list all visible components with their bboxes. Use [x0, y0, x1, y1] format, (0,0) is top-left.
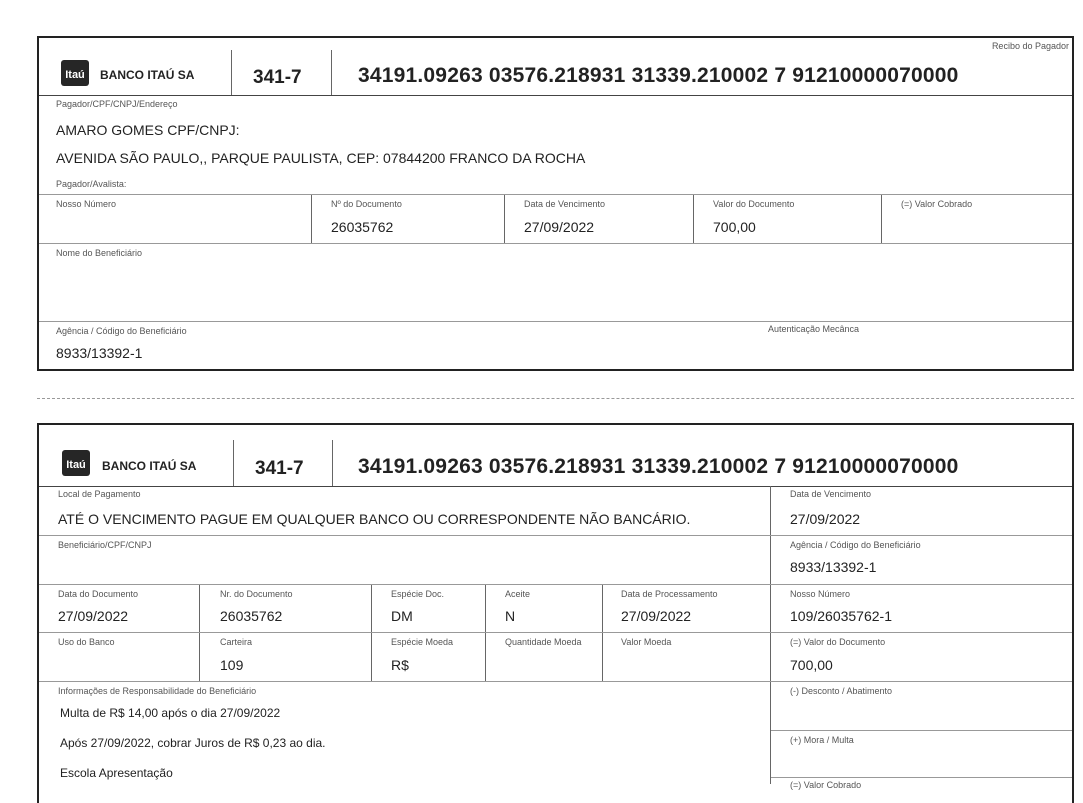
divider: [39, 95, 1072, 96]
divider: [602, 585, 603, 682]
charged-label: (=) Valor Cobrado: [790, 780, 862, 790]
doc-value: 700,00: [713, 219, 756, 235]
info-line: Escola Apresentação: [60, 766, 173, 780]
doc-number-label: Nº do Documento: [331, 199, 402, 209]
currency-value-label: Valor Moeda: [621, 637, 672, 647]
processing-date: 27/09/2022: [621, 608, 692, 624]
divider: [39, 194, 1072, 195]
divider: [693, 195, 694, 243]
divider: [39, 486, 1072, 487]
accept-label: Aceite: [505, 589, 531, 599]
payer-label: Pagador/CPF/CNPJ/Endereço: [56, 99, 178, 109]
divider: [771, 730, 1072, 731]
payer-address: AVENIDA SÃO PAULO,, PARQUE PAULISTA, CEP: 07844200 FRANCO DA ROCHA: [56, 150, 586, 166]
info-line: Após 27/09/2022, cobrar Juros de R$ 0,23 ao dia.: [60, 736, 326, 750]
wallet-label: Carteira: [220, 637, 253, 647]
divider: [771, 777, 1072, 778]
doc-value-label: Valor do Documento: [713, 199, 795, 209]
divider: [311, 195, 312, 243]
discount-label: (-) Desconto / Abatimento: [790, 686, 893, 696]
divider: [39, 584, 1072, 585]
doc-number: 26035762: [331, 219, 394, 235]
divider: [39, 632, 1072, 633]
agency-label: Agência / Código do Beneficiário: [56, 326, 187, 336]
payment-place: ATÉ O VENCIMENTO PAGUE EM QUALQUER BANCO OU CORRESPONDENTE NÃO BANCÁRIO.: [58, 511, 691, 527]
slip-agency: 8933/13392-1: [790, 559, 877, 575]
divider: [233, 440, 234, 486]
slip-digitable-line[interactable]: 34191.09263 03576.218931 31339.210002 7 91210000070000: [358, 455, 959, 478]
slip-due-date: 27/09/2022: [790, 511, 861, 527]
receipt-digitable-line[interactable]: 34191.09263 03576.218931 31339.210002 7 91210000070000: [358, 64, 959, 87]
slip-doc-value-label: (=) Valor do Documento: [790, 637, 886, 647]
slip-doc-value: 700,00: [790, 657, 833, 673]
slip-bank-name: BANCO ITAÚ SA: [102, 459, 197, 473]
divider: [39, 681, 1072, 682]
beneficiary-name-label: Nome do Beneficiário: [56, 248, 143, 258]
our-number-label: Nosso Número: [56, 199, 117, 209]
itau-logo-icon: Itaú: [62, 450, 90, 476]
accept-value: N: [505, 608, 516, 624]
currency-kind: R$: [391, 657, 409, 673]
bank-use-label: Uso do Banco: [58, 637, 115, 647]
receipt-corner-label: Recibo do Pagador: [991, 41, 1069, 51]
slip-our-number: 109/26035762-1: [790, 608, 892, 624]
slip-doc-number-label: Nr. do Documento: [220, 589, 293, 599]
divider: [39, 321, 1072, 322]
itau-logo-icon: Itaú: [61, 60, 89, 86]
doc-date: 27/09/2022: [58, 608, 129, 624]
divider: [504, 195, 505, 243]
receipt-bank-name: BANCO ITAÚ SA: [100, 68, 195, 82]
divider: [332, 440, 333, 486]
charged-value-label: (=) Valor Cobrado: [901, 199, 973, 209]
doc-kind-label: Espécie Doc.: [391, 589, 445, 599]
cut-line: [37, 398, 1074, 399]
due-date: 27/09/2022: [524, 219, 595, 235]
currency-kind-label: Espécie Moeda: [391, 637, 454, 647]
doc-kind: DM: [391, 608, 413, 624]
agency-value: 8933/13392-1: [56, 345, 143, 361]
divider: [770, 486, 771, 784]
slip-our-number-label: Nosso Número: [790, 589, 851, 599]
payer-name: AMARO GOMES CPF/CNPJ:: [56, 122, 240, 138]
divider: [881, 195, 882, 243]
divider: [331, 50, 332, 95]
divider: [231, 50, 232, 95]
divider: [39, 243, 1072, 244]
info-label: Informações de Responsabilidade do Beneficiário: [58, 686, 257, 696]
slip-bank-code: 341-7: [255, 458, 304, 479]
divider: [199, 585, 200, 682]
slip-doc-number: 26035762: [220, 608, 283, 624]
payment-place-label: Local de Pagamento: [58, 489, 141, 499]
slip-agency-label: Agência / Código do Beneficiário: [790, 540, 921, 550]
guarantor-label: Pagador/Avalista:: [56, 179, 127, 189]
fine-label: (+) Mora / Multa: [790, 735, 854, 745]
divider: [371, 585, 372, 682]
slip-due-date-label: Data de Vencimento: [790, 489, 872, 499]
auth-label: Autenticação Mecânca: [768, 324, 860, 334]
wallet-value: 109: [220, 657, 244, 673]
info-line: Multa de R$ 14,00 após o dia 27/09/2022: [60, 706, 281, 720]
processing-date-label: Data de Processamento: [621, 589, 718, 599]
currency-qty-label: Quantidade Moeda: [505, 637, 582, 647]
beneficiary-label: Beneficiário/CPF/CNPJ: [58, 540, 152, 550]
doc-date-label: Data do Documento: [58, 589, 139, 599]
due-date-label: Data de Vencimento: [524, 199, 606, 209]
receipt-bank-code: 341-7: [253, 67, 302, 88]
divider: [39, 535, 1072, 536]
divider: [485, 585, 486, 682]
